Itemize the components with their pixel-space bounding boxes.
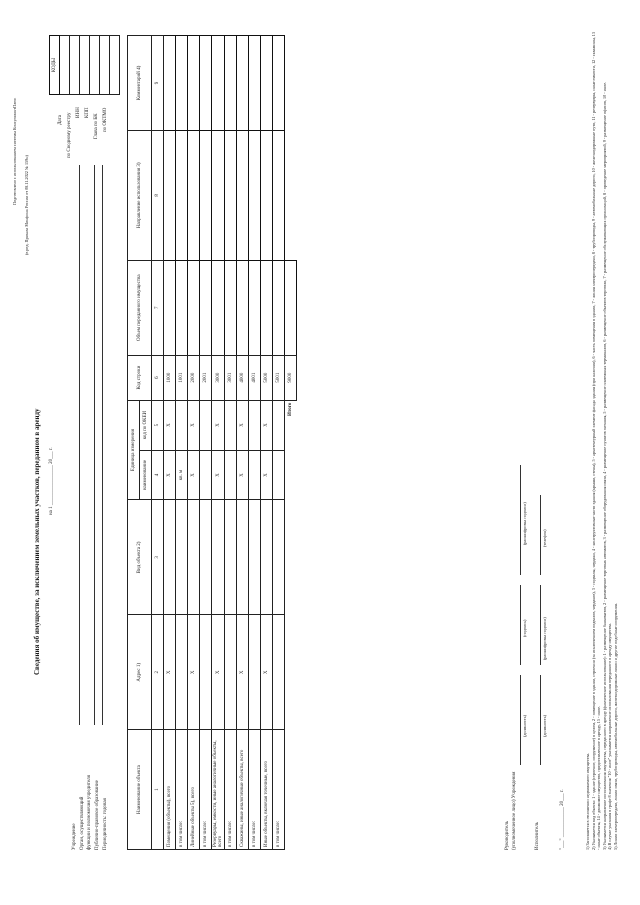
- property-table: [127, 35, 297, 850]
- head-decoding-caption: (расшифровка подписи): [522, 502, 527, 545]
- row-volume[interactable]: [176, 260, 188, 355]
- row-comment[interactable]: [200, 36, 212, 131]
- code-cell-oktmo[interactable]: [110, 36, 120, 95]
- row-address[interactable]: [249, 615, 261, 730]
- row-volume[interactable]: [237, 260, 249, 355]
- executor-phone-line[interactable]: [540, 495, 541, 575]
- col-number: 9: [152, 36, 164, 131]
- institution-line[interactable]: [79, 165, 80, 725]
- total-row: [285, 36, 297, 850]
- row-volume[interactable]: [164, 260, 176, 355]
- row-comment[interactable]: [225, 36, 237, 131]
- row-code: 4000: [237, 355, 249, 400]
- row-unit: X: [188, 450, 200, 500]
- row-address[interactable]: [273, 615, 285, 730]
- head-position-caption: (должность): [522, 715, 527, 737]
- public-entity-line[interactable]: [102, 165, 103, 725]
- table-row: [164, 36, 176, 850]
- column-number-row: [152, 36, 164, 850]
- header-line-code: Код строки: [128, 355, 152, 400]
- header-comment: Комментарий 4): [128, 36, 152, 131]
- total-spacer: [285, 130, 297, 260]
- table-row: [261, 36, 273, 850]
- field-public-entity: Публично-правовое образование: [95, 780, 100, 850]
- row-kind[interactable]: [273, 500, 285, 615]
- row-comment[interactable]: [249, 36, 261, 131]
- row-kind[interactable]: [249, 500, 261, 615]
- row-comment[interactable]: [273, 36, 285, 131]
- row-unit: кв. м: [176, 450, 188, 500]
- row-comment[interactable]: [261, 36, 273, 131]
- row-kind[interactable]: [261, 500, 273, 615]
- field-institution: Учреждение: [72, 823, 77, 850]
- order-note: (в ред. Приказа Минфина России от 08.11.2022 № 159н): [24, 155, 29, 255]
- row-kind[interactable]: [225, 500, 237, 615]
- row-okei: X: [188, 400, 200, 450]
- row-name: в том числе:: [200, 730, 212, 850]
- row-usage[interactable]: [164, 130, 176, 260]
- row-unit: X: [261, 450, 273, 500]
- code-cell-kpp[interactable]: [90, 36, 100, 95]
- row-unit: X: [212, 450, 225, 500]
- row-okei: X: [164, 400, 176, 450]
- code-cell-bk[interactable]: [100, 36, 110, 95]
- report-date-line: на 1 ________________ 20___ г.: [49, 447, 54, 515]
- row-address: X: [212, 615, 225, 730]
- col-number: 2: [152, 615, 164, 730]
- row-address: X: [261, 615, 273, 730]
- row-okei: X: [261, 400, 273, 450]
- row-name: в том числе:: [176, 730, 188, 850]
- header-unit-group: Единица измерения: [128, 400, 140, 500]
- total-label: Итого: [288, 402, 294, 417]
- row-name: в том числе:: [249, 730, 261, 850]
- row-usage[interactable]: [261, 130, 273, 260]
- footnote: 1) Заполняется в отношении недвижимого имущества.: [585, 752, 590, 850]
- row-usage[interactable]: [212, 130, 225, 260]
- row-address: X: [237, 615, 249, 730]
- header-unit-okei: код по ОКЕИ: [140, 400, 152, 450]
- executor-position-caption: (должность): [542, 715, 547, 737]
- row-name: Иные объекты, включая точечные, всего: [261, 730, 273, 850]
- label-bk: Глава по БК: [94, 113, 99, 139]
- row-volume[interactable]: [200, 260, 212, 355]
- table-row: [273, 36, 285, 850]
- codes-table: [49, 35, 120, 95]
- row-kind[interactable]: [200, 500, 212, 615]
- row-name: Резервуары, емкости, иные аналогичные объекты, всего: [212, 730, 225, 850]
- row-name: Скважины, иные аналогичные объекты, всего: [237, 730, 249, 850]
- code-cell-inn[interactable]: [80, 36, 90, 95]
- header-volume: Объем переданного имущества: [128, 260, 152, 355]
- row-unit: X: [164, 450, 176, 500]
- row-volume[interactable]: [188, 260, 200, 355]
- header-address: Адрес 1): [128, 615, 152, 730]
- row-comment[interactable]: [164, 36, 176, 131]
- head-title: Руководитель: [505, 820, 510, 850]
- row-name: в том числе:: [225, 730, 237, 850]
- row-address[interactable]: [225, 615, 237, 730]
- row-usage[interactable]: [273, 130, 285, 260]
- executor-decoding-line[interactable]: [540, 585, 541, 665]
- row-unit[interactable]: [225, 450, 237, 500]
- footnote: 5) Линии электропередачи, линии связи, трубопроводы, автомобильные дороги, железнодорожные линии и другие подобные сооружения.: [612, 603, 618, 850]
- label-date: Дата: [58, 115, 63, 125]
- row-usage[interactable]: [249, 130, 261, 260]
- row-okei[interactable]: [249, 400, 261, 450]
- row-name: Линейные объекты 5), всего: [188, 730, 200, 850]
- head-subtitle: (уполномоченное лицо) Учреждения: [512, 771, 517, 850]
- field-authority-2: функции и полномочия учредителя: [87, 775, 92, 850]
- header-kind: Вид объекта 2): [128, 500, 152, 615]
- row-usage[interactable]: [176, 130, 188, 260]
- row-comment[interactable]: [188, 36, 200, 131]
- row-unit[interactable]: [249, 450, 261, 500]
- col-number: 3: [152, 500, 164, 615]
- total-code: 9000: [285, 355, 297, 400]
- code-cell-date[interactable]: [60, 36, 70, 95]
- row-okei: [176, 400, 188, 450]
- row-address: X: [188, 615, 200, 730]
- row-kind[interactable]: [164, 500, 176, 615]
- row-code: 1001: [176, 355, 188, 400]
- label-registry: по Сводному реестру: [67, 112, 72, 158]
- row-unit[interactable]: [200, 450, 212, 500]
- footnote: 2) Указывается вид объекта: 1 - здание (строение, сооружение) в целом, 2 - помещение в здании, строении (за исключением подвалов, чердаков), 3 - подвалы, чердаки, 4 - конструктивные части здания (крыши, стены), 5 - архитектурный элемент фасада здания (при наличии), 6 - часть помещения в здании, 7 - линия электропередачи, 8 - трубопроводы, 9 - автомобильные дороги, 10 - железнодорожные пути, 11 - резервуары, иные емкости, 12 - скважины, 13 - иные объекты, 14 - движимое имущество, предоставленное в аренду, 15 - иное.: [590, 32, 602, 850]
- row-address: X: [164, 615, 176, 730]
- executor-position-line[interactable]: [540, 675, 541, 765]
- row-okei: X: [237, 400, 249, 450]
- field-periodicity: Периодичность: годовая: [103, 798, 108, 850]
- col-number: 8: [152, 130, 164, 260]
- row-kind[interactable]: [212, 500, 225, 615]
- code-cell-registry[interactable]: [70, 36, 80, 95]
- col-number: 5: [152, 400, 164, 450]
- table-row: [188, 36, 200, 850]
- row-code: 3000: [212, 355, 225, 400]
- row-name: в том числе:: [273, 730, 285, 850]
- col-number: 4: [152, 450, 164, 500]
- row-kind[interactable]: [237, 500, 249, 615]
- footnote: 3) Указывается направление использования имущества, переданного в аренду (фактическое использование): 1 - размещение банкоматов, 2 - размещение торговых автоматов, 3 - размещение оборудования связи, 4 - размещение пунктов питания, 5 - размещение платежных терминалов, 6 - размещение объектов торговли, 7 - размещение обслуживающих организаций, 8 - проведение мероприятий, 9 - размещение офисов, 10 - иное.: [601, 81, 607, 850]
- table-row: [237, 36, 249, 850]
- label-oktmo: по ОКТМО: [103, 107, 108, 132]
- table-row: [225, 36, 237, 850]
- row-comment[interactable]: [176, 36, 188, 131]
- header-unit-name: наименование: [140, 450, 152, 500]
- row-comment[interactable]: [212, 36, 225, 131]
- codes-header: КОДЫ: [50, 36, 60, 95]
- total-volume[interactable]: [285, 260, 297, 355]
- table-row: [176, 36, 188, 850]
- authority-line[interactable]: [94, 165, 95, 725]
- row-usage[interactable]: [237, 130, 249, 260]
- row-usage[interactable]: [225, 130, 237, 260]
- row-volume[interactable]: [261, 260, 273, 355]
- row-okei[interactable]: [225, 400, 237, 450]
- row-kind[interactable]: [188, 500, 200, 615]
- row-volume[interactable]: [249, 260, 261, 355]
- head-position-line[interactable]: [520, 675, 521, 765]
- row-code: 2001: [200, 355, 212, 400]
- row-address[interactable]: [176, 615, 188, 730]
- row-okei[interactable]: [200, 400, 212, 450]
- executor-label: Исполнитель: [535, 822, 540, 850]
- row-okei[interactable]: [273, 400, 285, 450]
- row-address[interactable]: [200, 615, 212, 730]
- row-kind[interactable]: [176, 500, 188, 615]
- row-code: 5001: [273, 355, 285, 400]
- consultant-note: Подготовлено с использованием системы КонсультантПлюс: [12, 97, 17, 205]
- footnotes: [585, 30, 619, 850]
- field-authority: Орган, осуществляющий: [80, 796, 85, 850]
- header-name: Наименование объекта: [128, 730, 152, 850]
- row-unit: X: [237, 450, 249, 500]
- row-code: 5000: [261, 355, 273, 400]
- executor-decoding-caption: (расшифровка подписи): [542, 617, 547, 660]
- form-title: Сведения об имуществе, за исключением земельных участков, переданном в аренду: [33, 408, 41, 675]
- row-unit[interactable]: [273, 450, 285, 500]
- row-code: 3001: [225, 355, 237, 400]
- footnote: 4) В случае указания в графе 8 значения "10 - иное" указывается направление использования переданного в аренду имущества.: [607, 622, 613, 850]
- col-number: 6: [152, 355, 164, 400]
- head-signature-line[interactable]: [520, 585, 521, 665]
- row-usage[interactable]: [188, 130, 200, 260]
- row-code: 2000: [188, 355, 200, 400]
- row-okei: X: [212, 400, 225, 450]
- row-name: Помещения (объекты), всего: [164, 730, 176, 850]
- header-usage: Направление использования 3): [128, 130, 152, 260]
- row-volume[interactable]: [212, 260, 225, 355]
- row-comment[interactable]: [237, 36, 249, 131]
- col-number: 1: [152, 730, 164, 850]
- head-decoding-line[interactable]: [520, 465, 521, 575]
- table-row: [249, 36, 261, 850]
- signature-date[interactable]: "___" ____________ 20___ г.: [560, 789, 565, 850]
- row-volume[interactable]: [225, 260, 237, 355]
- col-number: 7: [152, 260, 164, 355]
- row-usage[interactable]: [200, 130, 212, 260]
- row-volume[interactable]: [273, 260, 285, 355]
- row-code: 4001: [249, 355, 261, 400]
- executor-phone-caption: (телефон): [542, 529, 547, 547]
- table-row: [212, 36, 225, 850]
- label-kpp: КПП: [85, 107, 90, 118]
- total-spacer: [285, 36, 297, 131]
- label-inn: ИНН: [76, 107, 81, 118]
- row-code: 1000: [164, 355, 176, 400]
- head-signature-caption: (подпись): [522, 619, 527, 637]
- table-row: [200, 36, 212, 850]
